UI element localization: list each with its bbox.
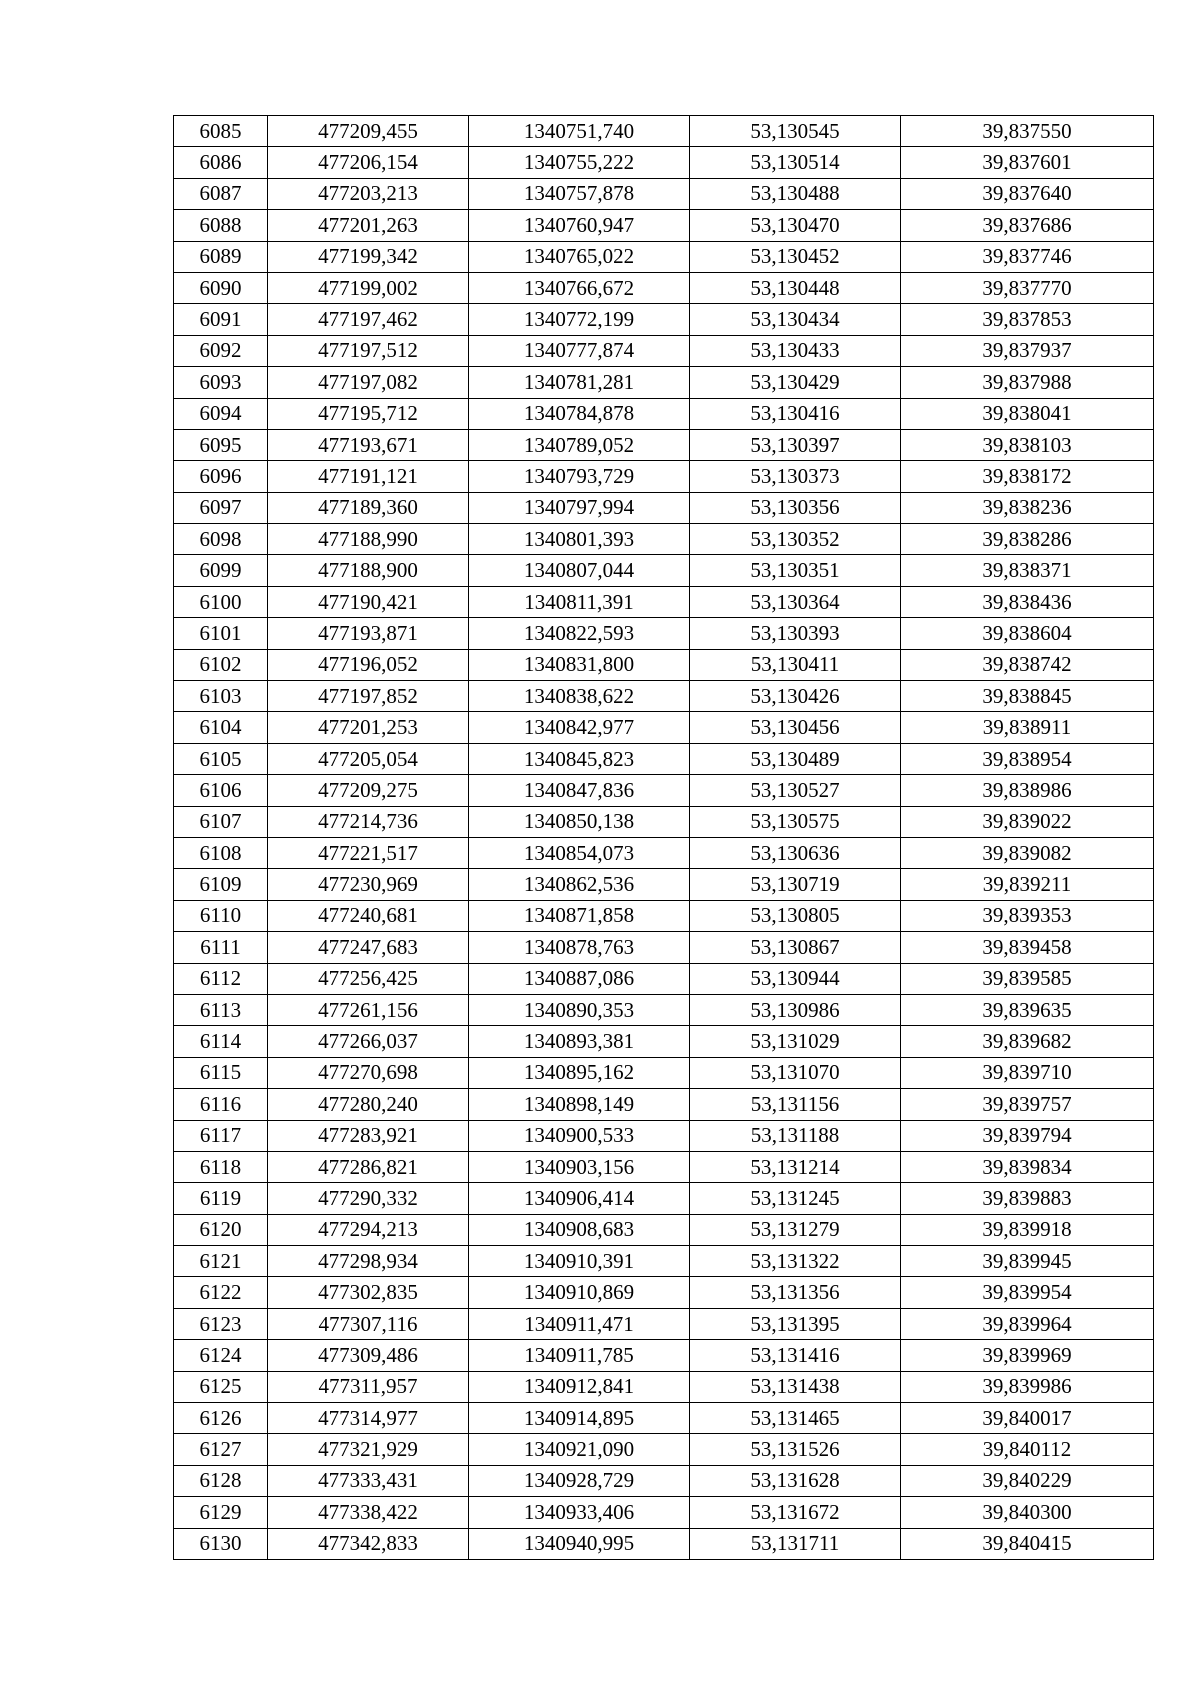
latitude-cell: 53,130514	[690, 147, 901, 178]
latitude-cell: 53,130452	[690, 241, 901, 272]
point-number-cell: 6098	[174, 524, 268, 555]
x-coordinate-cell: 477342,833	[268, 1528, 469, 1559]
x-coordinate-cell: 477338,422	[268, 1497, 469, 1528]
latitude-cell: 53,131438	[690, 1371, 901, 1402]
y-coordinate-cell: 1340842,977	[469, 712, 690, 743]
table-row	[174, 461, 1154, 492]
latitude-cell: 53,130448	[690, 272, 901, 303]
longitude-cell: 39,837937	[901, 335, 1154, 366]
x-coordinate-cell: 477199,342	[268, 241, 469, 272]
table-row	[174, 869, 1154, 900]
latitude-cell: 53,131356	[690, 1277, 901, 1308]
x-coordinate-cell: 477314,977	[268, 1403, 469, 1434]
longitude-cell: 39,839635	[901, 994, 1154, 1025]
longitude-cell: 39,838436	[901, 586, 1154, 617]
table-row	[174, 1120, 1154, 1151]
x-coordinate-cell: 477201,253	[268, 712, 469, 743]
table-row	[174, 1403, 1154, 1434]
longitude-cell: 39,839211	[901, 869, 1154, 900]
y-coordinate-cell: 1340751,740	[469, 116, 690, 147]
y-coordinate-cell: 1340912,841	[469, 1371, 690, 1402]
point-number-cell: 6122	[174, 1277, 268, 1308]
y-coordinate-cell: 1340755,222	[469, 147, 690, 178]
point-number-cell: 6090	[174, 272, 268, 303]
x-coordinate-cell: 477206,154	[268, 147, 469, 178]
longitude-cell: 39,839954	[901, 1277, 1154, 1308]
x-coordinate-cell: 477197,512	[268, 335, 469, 366]
table-row	[174, 1528, 1154, 1559]
latitude-cell: 53,131711	[690, 1528, 901, 1559]
point-number-cell: 6130	[174, 1528, 268, 1559]
point-number-cell: 6085	[174, 116, 268, 147]
longitude-cell: 39,837853	[901, 304, 1154, 335]
point-number-cell: 6091	[174, 304, 268, 335]
table-row	[174, 1434, 1154, 1465]
point-number-cell: 6106	[174, 775, 268, 806]
y-coordinate-cell: 1340908,683	[469, 1214, 690, 1245]
table-row	[174, 178, 1154, 209]
table-row	[174, 272, 1154, 303]
table-row	[174, 1497, 1154, 1528]
latitude-cell: 53,130944	[690, 963, 901, 994]
y-coordinate-cell: 1340822,593	[469, 618, 690, 649]
x-coordinate-cell: 477197,082	[268, 367, 469, 398]
longitude-cell: 39,839353	[901, 900, 1154, 931]
point-number-cell: 6123	[174, 1308, 268, 1339]
latitude-cell: 53,131245	[690, 1183, 901, 1214]
point-number-cell: 6100	[174, 586, 268, 617]
longitude-cell: 39,839883	[901, 1183, 1154, 1214]
y-coordinate-cell: 1340895,162	[469, 1057, 690, 1088]
latitude-cell: 53,130719	[690, 869, 901, 900]
x-coordinate-cell: 477197,852	[268, 681, 469, 712]
y-coordinate-cell: 1340906,414	[469, 1183, 690, 1214]
point-number-cell: 6124	[174, 1340, 268, 1371]
latitude-cell: 53,130429	[690, 367, 901, 398]
point-number-cell: 6109	[174, 869, 268, 900]
latitude-cell: 53,130352	[690, 524, 901, 555]
x-coordinate-cell: 477302,835	[268, 1277, 469, 1308]
table-row	[174, 116, 1154, 147]
table-row	[174, 1089, 1154, 1120]
latitude-cell: 53,130411	[690, 649, 901, 680]
latitude-cell: 53,131188	[690, 1120, 901, 1151]
x-coordinate-cell: 477270,698	[268, 1057, 469, 1088]
point-number-cell: 6107	[174, 806, 268, 837]
table-row	[174, 1214, 1154, 1245]
table-row	[174, 304, 1154, 335]
longitude-cell: 39,839969	[901, 1340, 1154, 1371]
table-row	[174, 649, 1154, 680]
latitude-cell: 53,130434	[690, 304, 901, 335]
x-coordinate-cell: 477294,213	[268, 1214, 469, 1245]
table-row	[174, 994, 1154, 1025]
longitude-cell: 39,839710	[901, 1057, 1154, 1088]
longitude-cell: 39,837686	[901, 210, 1154, 241]
point-number-cell: 6096	[174, 461, 268, 492]
y-coordinate-cell: 1340903,156	[469, 1151, 690, 1182]
y-coordinate-cell: 1340784,878	[469, 398, 690, 429]
table-row	[174, 712, 1154, 743]
point-number-cell: 6088	[174, 210, 268, 241]
y-coordinate-cell: 1340933,406	[469, 1497, 690, 1528]
latitude-cell: 53,130488	[690, 178, 901, 209]
y-coordinate-cell: 1340838,622	[469, 681, 690, 712]
x-coordinate-cell: 477191,121	[268, 461, 469, 492]
latitude-cell: 53,130364	[690, 586, 901, 617]
point-number-cell: 6104	[174, 712, 268, 743]
latitude-cell: 53,130489	[690, 743, 901, 774]
longitude-cell: 39,840017	[901, 1403, 1154, 1434]
longitude-cell: 39,840300	[901, 1497, 1154, 1528]
longitude-cell: 39,837770	[901, 272, 1154, 303]
point-number-cell: 6108	[174, 837, 268, 868]
longitude-cell: 39,839022	[901, 806, 1154, 837]
longitude-cell: 39,839682	[901, 1026, 1154, 1057]
point-number-cell: 6097	[174, 492, 268, 523]
x-coordinate-cell: 477280,240	[268, 1089, 469, 1120]
x-coordinate-cell: 477309,486	[268, 1340, 469, 1371]
y-coordinate-cell: 1340887,086	[469, 963, 690, 994]
longitude-cell: 39,839458	[901, 932, 1154, 963]
latitude-cell: 53,130356	[690, 492, 901, 523]
point-number-cell: 6103	[174, 681, 268, 712]
y-coordinate-cell: 1340781,281	[469, 367, 690, 398]
x-coordinate-cell: 477188,990	[268, 524, 469, 555]
y-coordinate-cell: 1340898,149	[469, 1089, 690, 1120]
table-row	[174, 1277, 1154, 1308]
table-row	[174, 1057, 1154, 1088]
point-number-cell: 6111	[174, 932, 268, 963]
table-row	[174, 1183, 1154, 1214]
x-coordinate-cell: 477266,037	[268, 1026, 469, 1057]
point-number-cell: 6086	[174, 147, 268, 178]
y-coordinate-cell: 1340900,533	[469, 1120, 690, 1151]
point-number-cell: 6127	[174, 1434, 268, 1465]
longitude-cell: 39,838286	[901, 524, 1154, 555]
table-row	[174, 147, 1154, 178]
table-row	[174, 1151, 1154, 1182]
x-coordinate-cell: 477189,360	[268, 492, 469, 523]
point-number-cell: 6114	[174, 1026, 268, 1057]
point-number-cell: 6087	[174, 178, 268, 209]
latitude-cell: 53,130393	[690, 618, 901, 649]
y-coordinate-cell: 1340789,052	[469, 429, 690, 460]
y-coordinate-cell: 1340772,199	[469, 304, 690, 335]
x-coordinate-cell: 477201,263	[268, 210, 469, 241]
latitude-cell: 53,130470	[690, 210, 901, 241]
latitude-cell: 53,130416	[690, 398, 901, 429]
latitude-cell: 53,131416	[690, 1340, 901, 1371]
x-coordinate-cell: 477286,821	[268, 1151, 469, 1182]
table-row	[174, 586, 1154, 617]
x-coordinate-cell: 477193,871	[268, 618, 469, 649]
table-row	[174, 618, 1154, 649]
y-coordinate-cell: 1340911,785	[469, 1340, 690, 1371]
y-coordinate-cell: 1340914,895	[469, 1403, 690, 1434]
x-coordinate-cell: 477203,213	[268, 178, 469, 209]
longitude-cell: 39,838742	[901, 649, 1154, 680]
x-coordinate-cell: 477283,921	[268, 1120, 469, 1151]
y-coordinate-cell: 1340847,836	[469, 775, 690, 806]
x-coordinate-cell: 477190,421	[268, 586, 469, 617]
latitude-cell: 53,130805	[690, 900, 901, 931]
x-coordinate-cell: 477321,929	[268, 1434, 469, 1465]
x-coordinate-cell: 477193,671	[268, 429, 469, 460]
x-coordinate-cell: 477333,431	[268, 1465, 469, 1496]
y-coordinate-cell: 1340811,391	[469, 586, 690, 617]
longitude-cell: 39,839082	[901, 837, 1154, 868]
table-row	[174, 1308, 1154, 1339]
longitude-cell: 39,840112	[901, 1434, 1154, 1465]
x-coordinate-cell: 477298,934	[268, 1246, 469, 1277]
point-number-cell: 6110	[174, 900, 268, 931]
longitude-cell: 39,837550	[901, 116, 1154, 147]
table-row	[174, 837, 1154, 868]
latitude-cell: 53,130373	[690, 461, 901, 492]
x-coordinate-cell: 477195,712	[268, 398, 469, 429]
table-row	[174, 900, 1154, 931]
latitude-cell: 53,131526	[690, 1434, 901, 1465]
longitude-cell: 39,839585	[901, 963, 1154, 994]
table-row	[174, 1465, 1154, 1496]
table-row	[174, 210, 1154, 241]
y-coordinate-cell: 1340871,858	[469, 900, 690, 931]
y-coordinate-cell: 1340831,800	[469, 649, 690, 680]
y-coordinate-cell: 1340893,381	[469, 1026, 690, 1057]
y-coordinate-cell: 1340921,090	[469, 1434, 690, 1465]
table-row	[174, 1340, 1154, 1371]
point-number-cell: 6121	[174, 1246, 268, 1277]
longitude-cell: 39,839794	[901, 1120, 1154, 1151]
table-row	[174, 429, 1154, 460]
y-coordinate-cell: 1340807,044	[469, 555, 690, 586]
y-coordinate-cell: 1340845,823	[469, 743, 690, 774]
longitude-cell: 39,839986	[901, 1371, 1154, 1402]
latitude-cell: 53,131029	[690, 1026, 901, 1057]
longitude-cell: 39,837640	[901, 178, 1154, 209]
x-coordinate-cell: 477197,462	[268, 304, 469, 335]
longitude-cell: 39,839964	[901, 1308, 1154, 1339]
table-row	[174, 1371, 1154, 1402]
latitude-cell: 53,131465	[690, 1403, 901, 1434]
longitude-cell: 39,838604	[901, 618, 1154, 649]
y-coordinate-cell: 1340797,994	[469, 492, 690, 523]
x-coordinate-cell: 477188,900	[268, 555, 469, 586]
latitude-cell: 53,130575	[690, 806, 901, 837]
x-coordinate-cell: 477290,332	[268, 1183, 469, 1214]
longitude-cell: 39,838371	[901, 555, 1154, 586]
longitude-cell: 39,839918	[901, 1214, 1154, 1245]
table-row	[174, 398, 1154, 429]
latitude-cell: 53,130527	[690, 775, 901, 806]
longitude-cell: 39,840229	[901, 1465, 1154, 1496]
longitude-cell: 39,838954	[901, 743, 1154, 774]
latitude-cell: 53,130867	[690, 932, 901, 963]
point-number-cell: 6116	[174, 1089, 268, 1120]
table-row	[174, 775, 1154, 806]
point-number-cell: 6112	[174, 963, 268, 994]
x-coordinate-cell: 477209,455	[268, 116, 469, 147]
table-row	[174, 241, 1154, 272]
longitude-cell: 39,839757	[901, 1089, 1154, 1120]
longitude-cell: 39,839945	[901, 1246, 1154, 1277]
y-coordinate-cell: 1340911,471	[469, 1308, 690, 1339]
table-row	[174, 367, 1154, 398]
y-coordinate-cell: 1340765,022	[469, 241, 690, 272]
longitude-cell: 39,837746	[901, 241, 1154, 272]
coordinate-table-body	[174, 116, 1154, 1560]
longitude-cell: 39,839834	[901, 1151, 1154, 1182]
table-row	[174, 524, 1154, 555]
table-row	[174, 1026, 1154, 1057]
x-coordinate-cell: 477256,425	[268, 963, 469, 994]
x-coordinate-cell: 477240,681	[268, 900, 469, 931]
y-coordinate-cell: 1340940,995	[469, 1528, 690, 1559]
table-row	[174, 681, 1154, 712]
point-number-cell: 6113	[174, 994, 268, 1025]
point-number-cell: 6117	[174, 1120, 268, 1151]
longitude-cell: 39,840415	[901, 1528, 1154, 1559]
x-coordinate-cell: 477199,002	[268, 272, 469, 303]
longitude-cell: 39,838103	[901, 429, 1154, 460]
y-coordinate-cell: 1340890,353	[469, 994, 690, 1025]
latitude-cell: 53,131279	[690, 1214, 901, 1245]
y-coordinate-cell: 1340766,672	[469, 272, 690, 303]
y-coordinate-cell: 1340910,869	[469, 1277, 690, 1308]
point-number-cell: 6119	[174, 1183, 268, 1214]
latitude-cell: 53,130545	[690, 116, 901, 147]
y-coordinate-cell: 1340878,763	[469, 932, 690, 963]
longitude-cell: 39,838172	[901, 461, 1154, 492]
latitude-cell: 53,131322	[690, 1246, 901, 1277]
longitude-cell: 39,837988	[901, 367, 1154, 398]
longitude-cell: 39,838236	[901, 492, 1154, 523]
latitude-cell: 53,130636	[690, 837, 901, 868]
table-row	[174, 492, 1154, 523]
y-coordinate-cell: 1340777,874	[469, 335, 690, 366]
point-number-cell: 6129	[174, 1497, 268, 1528]
x-coordinate-cell: 477196,052	[268, 649, 469, 680]
table-row	[174, 806, 1154, 837]
point-number-cell: 6095	[174, 429, 268, 460]
x-coordinate-cell: 477230,969	[268, 869, 469, 900]
point-number-cell: 6128	[174, 1465, 268, 1496]
latitude-cell: 53,131156	[690, 1089, 901, 1120]
x-coordinate-cell: 477311,957	[268, 1371, 469, 1402]
latitude-cell: 53,131070	[690, 1057, 901, 1088]
x-coordinate-cell: 477247,683	[268, 932, 469, 963]
table-row	[174, 1246, 1154, 1277]
y-coordinate-cell: 1340760,947	[469, 210, 690, 241]
point-number-cell: 6089	[174, 241, 268, 272]
x-coordinate-cell: 477307,116	[268, 1308, 469, 1339]
point-number-cell: 6102	[174, 649, 268, 680]
y-coordinate-cell: 1340850,138	[469, 806, 690, 837]
latitude-cell: 53,130351	[690, 555, 901, 586]
point-number-cell: 6099	[174, 555, 268, 586]
longitude-cell: 39,838911	[901, 712, 1154, 743]
longitude-cell: 39,838845	[901, 681, 1154, 712]
latitude-cell: 53,131214	[690, 1151, 901, 1182]
longitude-cell: 39,838041	[901, 398, 1154, 429]
latitude-cell: 53,130426	[690, 681, 901, 712]
point-number-cell: 6126	[174, 1403, 268, 1434]
table-row	[174, 932, 1154, 963]
table-row	[174, 335, 1154, 366]
x-coordinate-cell: 477214,736	[268, 806, 469, 837]
longitude-cell: 39,837601	[901, 147, 1154, 178]
table-row	[174, 743, 1154, 774]
latitude-cell: 53,130456	[690, 712, 901, 743]
point-number-cell: 6093	[174, 367, 268, 398]
y-coordinate-cell: 1340862,536	[469, 869, 690, 900]
x-coordinate-cell: 477221,517	[268, 837, 469, 868]
point-number-cell: 6115	[174, 1057, 268, 1088]
table-row	[174, 555, 1154, 586]
latitude-cell: 53,130986	[690, 994, 901, 1025]
latitude-cell: 53,131395	[690, 1308, 901, 1339]
x-coordinate-cell: 477205,054	[268, 743, 469, 774]
latitude-cell: 53,131628	[690, 1465, 901, 1496]
point-number-cell: 6092	[174, 335, 268, 366]
x-coordinate-cell: 477261,156	[268, 994, 469, 1025]
y-coordinate-cell: 1340928,729	[469, 1465, 690, 1496]
y-coordinate-cell: 1340793,729	[469, 461, 690, 492]
latitude-cell: 53,130433	[690, 335, 901, 366]
x-coordinate-cell: 477209,275	[268, 775, 469, 806]
y-coordinate-cell: 1340757,878	[469, 178, 690, 209]
table-row	[174, 963, 1154, 994]
latitude-cell: 53,131672	[690, 1497, 901, 1528]
latitude-cell: 53,130397	[690, 429, 901, 460]
point-number-cell: 6094	[174, 398, 268, 429]
point-number-cell: 6118	[174, 1151, 268, 1182]
y-coordinate-cell: 1340854,073	[469, 837, 690, 868]
y-coordinate-cell: 1340801,393	[469, 524, 690, 555]
point-number-cell: 6105	[174, 743, 268, 774]
point-number-cell: 6101	[174, 618, 268, 649]
point-number-cell: 6125	[174, 1371, 268, 1402]
coordinate-table	[173, 115, 1154, 1560]
longitude-cell: 39,838986	[901, 775, 1154, 806]
y-coordinate-cell: 1340910,391	[469, 1246, 690, 1277]
point-number-cell: 6120	[174, 1214, 268, 1245]
